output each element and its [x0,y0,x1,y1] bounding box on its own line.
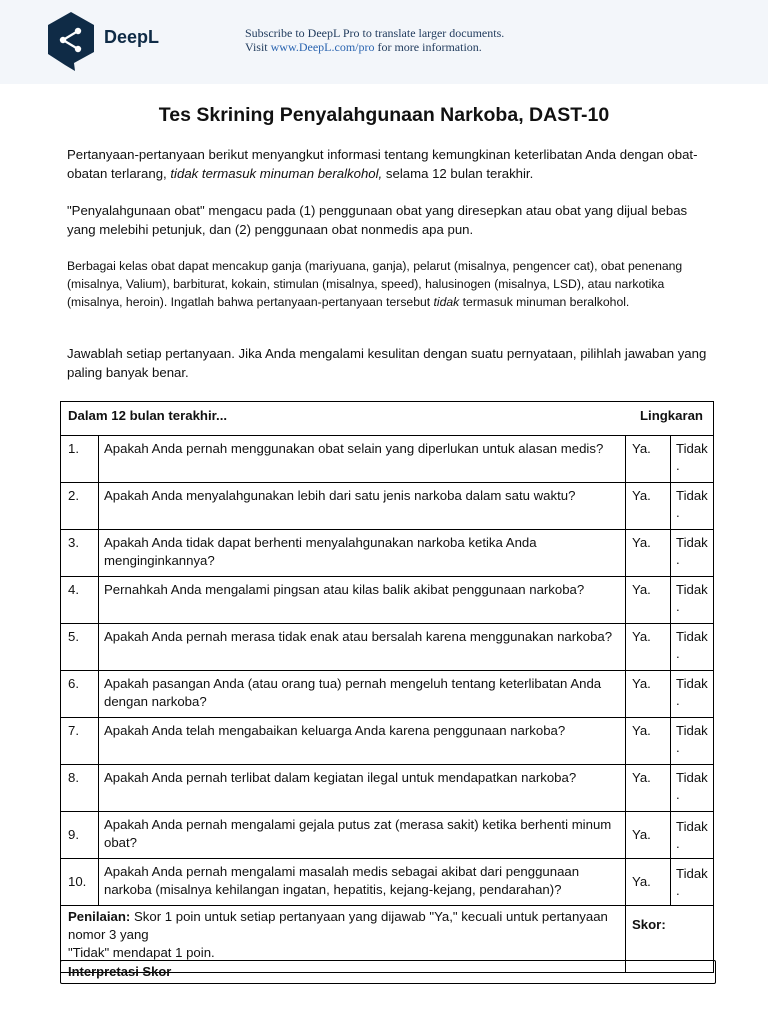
question-number: 8. [61,765,99,812]
brand-name: DeepL [104,27,160,47]
question-text: Apakah Anda pernah terlibat dalam kegiatan ilegal untuk mendapatkan narkoba? [99,765,626,812]
intro-text-b: selama 12 bulan terakhir. [385,165,534,181]
question-text: Apakah Anda pernah menggunakan obat selain yang diperlukan untuk alasan medis? [99,436,626,483]
questions-table [60,401,714,973]
question-number: 7. [61,718,99,765]
answer-no[interactable]: Tidak . [671,671,714,718]
score-label: Skor: [632,917,666,932]
question-number: 10. [61,859,99,906]
drug-classes-text-a: Berbagai kelas obat dapat mencakup ganja (mariyuana, ganja), pelarut (misalnya, pengencer cat), obat penenang (misalnya, Valium), barbiturat, kokain, stimulan (misalnya, speed), halusinogen (misalnya, LSD), atau narkotika (misalnya, heroin). Ingatlah bahwa pertanyaan-pertanyaan tersebut [67,259,683,309]
answer-yes[interactable]: Ya. [626,765,671,812]
drug-classes-text-b: termasuk minuman beralkohol. [462,295,630,309]
answer-yes[interactable]: Ya. [626,436,671,483]
answer-no[interactable]: Tidak . [671,859,714,906]
deepl-pro-link[interactable]: www.DeepL.com/pro [270,40,375,54]
table-row [61,530,714,577]
table-row [61,859,714,906]
question-number: 5. [61,624,99,671]
drug-classes-paragraph [67,257,717,311]
scoring-text-2: "Tidak" mendapat 1 poin. [68,945,215,960]
promo-visit: Visit [245,40,268,54]
header-circle: Lingkaran [626,402,714,436]
table-row [61,624,714,671]
question-text: Pernahkah Anda mengalami pingsan atau kilas balik akibat penggunaan narkoba? [99,577,626,624]
question-number: 4. [61,577,99,624]
answer-no[interactable]: Tidak . [671,530,714,577]
question-number: 1. [61,436,99,483]
table-row [61,577,714,624]
question-number: 6. [61,671,99,718]
question-number: 3. [61,530,99,577]
deepl-banner [0,0,768,84]
answer-yes[interactable]: Ya. [626,859,671,906]
promo-line-1: Subscribe to DeepL Pro to translate larger documents. [245,26,505,40]
scoring-text: Skor 1 poin untuk setiap pertanyaan yang dijawab "Ya," kecuali untuk pertanyaan nomor 3 yang [68,909,608,942]
question-text: Apakah Anda pernah mengalami masalah medis sebagai akibat dari penggunaan narkoba (misalnya kehilangan ingatan, hepatitis, kejang-kejang, pendarahan)? [99,859,626,906]
instruction-paragraph: Jawablah setiap pertanyaan. Jika Anda mengalami kesulitan dengan suatu pernyataan, pilihlah jawaban yang paling banyak benar. [67,346,707,380]
answer-no[interactable]: Tidak . [671,812,714,859]
question-text: Apakah pasangan Anda (atau orang tua) pernah mengeluh tentang keterlibatan Anda dengan narkoba? [99,671,626,718]
table-row [61,718,714,765]
question-text: Apakah Anda menyalahgunakan lebih dari satu jenis narkoba dalam satu waktu? [99,483,626,530]
intro-paragraph [67,146,717,183]
definition-paragraph: "Penyalahgunaan obat" mengacu pada (1) penggunaan obat yang diresepkan atau obat yang dijual bebas yang melebihi petunjuk, dan (2) penggunaan obat nonmedis apa pun. [67,203,688,237]
question-text: Apakah Anda pernah mengalami gejala putus zat (merasa sakit) ketika berhenti minum obat? [99,812,626,859]
scoring-label: Penilaian: [68,909,131,924]
intro-text-a: Pertanyaan-pertanyaan berikut menyangkut informasi tentang kemungkinan keterlibatan Anda dengan obat-obatan terlarang, [67,147,698,181]
answer-yes[interactable]: Ya. [626,530,671,577]
answer-no[interactable]: Tidak . [671,436,714,483]
question-number: 2. [61,483,99,530]
answer-yes[interactable]: Ya. [626,483,671,530]
question-text: Apakah Anda pernah merasa tidak enak atau bersalah karena menggunakan narkoba? [99,624,626,671]
promo-suffix: for more information. [377,40,482,54]
table-header-row [61,402,714,436]
question-number: 9. [61,812,99,859]
drug-classes-emphasis: tidak [433,295,460,309]
header-period: Dalam 12 bulan terakhir... [61,402,626,436]
answer-no[interactable]: Tidak . [671,718,714,765]
answer-no[interactable]: Tidak . [671,765,714,812]
question-text: Apakah Anda telah mengabaikan keluarga Anda karena penggunaan narkoba? [99,718,626,765]
intro-emphasis: tidak termasuk minuman beralkohol, [170,165,383,181]
score-interpretation-box [60,960,716,984]
table-row [61,436,714,483]
answer-yes[interactable]: Ya. [626,577,671,624]
answer-no[interactable]: Tidak . [671,577,714,624]
answer-yes[interactable]: Ya. [626,671,671,718]
answer-yes[interactable]: Ya. [626,812,671,859]
answer-yes[interactable]: Ya. [626,624,671,671]
table-row [61,812,714,859]
table-row [61,671,714,718]
answer-yes[interactable]: Ya. [626,718,671,765]
deepl-logo-icon [44,10,98,72]
question-text: Apakah Anda tidak dapat berhenti menyalahgunakan narkoba ketika Anda menginginkannya? [99,530,626,577]
promo-text [245,26,504,54]
table-row [61,765,714,812]
document-title: Tes Skrining Penyalahgunaan Narkoba, DAST-10 [158,104,610,126]
table-row [61,483,714,530]
answer-no[interactable]: Tidak . [671,483,714,530]
score-interpretation-label: Interpretasi Skor [68,964,172,979]
answer-no[interactable]: Tidak . [671,624,714,671]
promo-line-2 [245,40,504,54]
